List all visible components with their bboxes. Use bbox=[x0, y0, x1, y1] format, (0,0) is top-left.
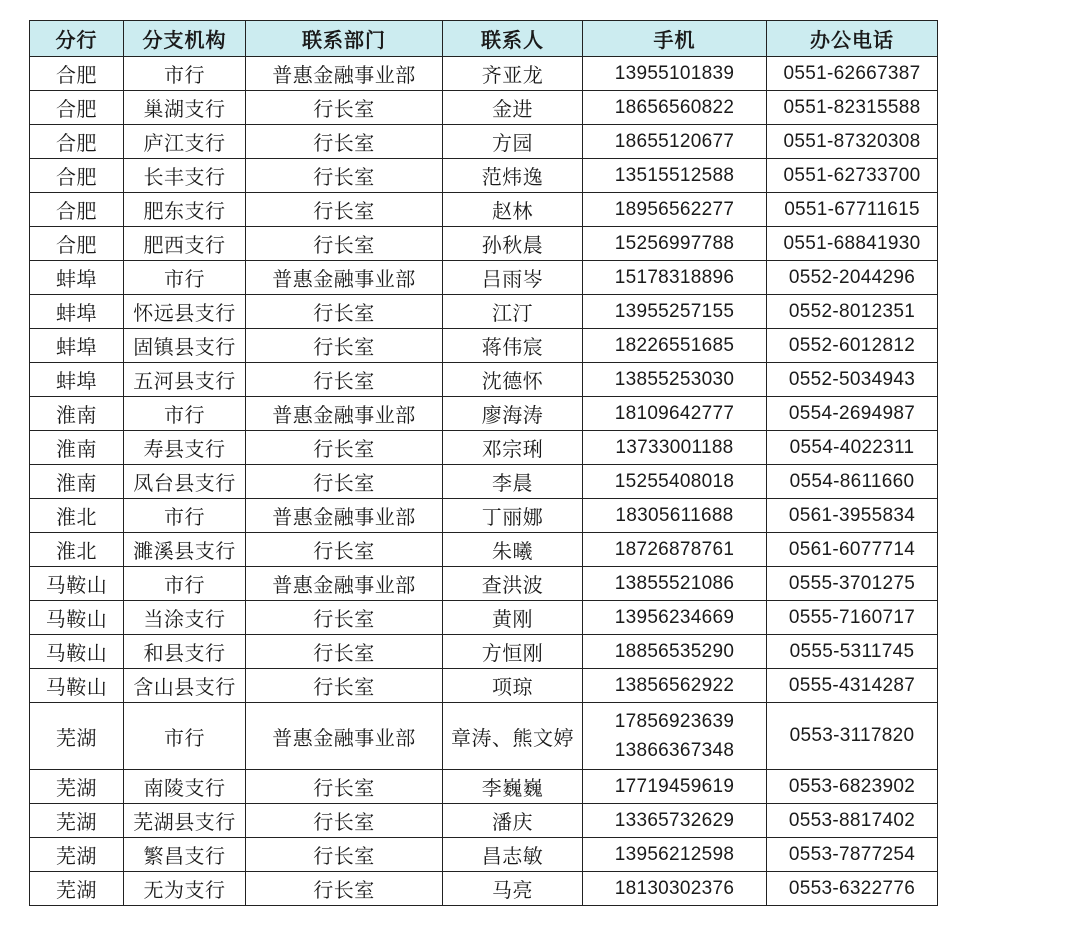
table-row bbox=[30, 567, 938, 601]
cell-org: 南陵支行 bbox=[124, 770, 246, 804]
cell-branch: 蚌埠 bbox=[30, 363, 124, 397]
cell-office: 0551-87320308 bbox=[767, 125, 938, 159]
cell-org: 怀远县支行 bbox=[124, 295, 246, 329]
mobile-line: 13866367348 bbox=[614, 740, 735, 761]
cell-org: 庐江支行 bbox=[124, 125, 246, 159]
header-row bbox=[30, 21, 938, 57]
cell-office: 0555-5311745 bbox=[767, 635, 938, 669]
cell-org: 芜湖县支行 bbox=[124, 804, 246, 838]
cell-office: 0553-3117820 bbox=[767, 703, 938, 770]
cell-contact: 马亮 bbox=[443, 872, 583, 906]
cell-org: 市行 bbox=[124, 703, 246, 770]
cell-contact: 方园 bbox=[443, 125, 583, 159]
cell-office: 0561-3955834 bbox=[767, 499, 938, 533]
cell-branch: 马鞍山 bbox=[30, 669, 124, 703]
cell-dept: 行长室 bbox=[246, 533, 443, 567]
cell-contact: 廖海涛 bbox=[443, 397, 583, 431]
table-row bbox=[30, 159, 938, 193]
header-branch: 分行 bbox=[30, 21, 124, 57]
cell-org: 肥西支行 bbox=[124, 227, 246, 261]
cell-dept: 普惠金融事业部 bbox=[246, 261, 443, 295]
table-row bbox=[30, 227, 938, 261]
cell-dept: 普惠金融事业部 bbox=[246, 567, 443, 601]
cell-dept: 行长室 bbox=[246, 872, 443, 906]
cell-mobile: 18130302376 bbox=[583, 872, 767, 906]
table-row bbox=[30, 125, 938, 159]
cell-dept: 行长室 bbox=[246, 770, 443, 804]
cell-mobile: 17719459619 bbox=[583, 770, 767, 804]
cell-org: 含山县支行 bbox=[124, 669, 246, 703]
cell-mobile: 13955257155 bbox=[583, 295, 767, 329]
table-row bbox=[30, 91, 938, 125]
cell-office: 0552-2044296 bbox=[767, 261, 938, 295]
cell-mobile: 18305611688 bbox=[583, 499, 767, 533]
cell-mobile: 13365732629 bbox=[583, 804, 767, 838]
cell-org: 濉溪县支行 bbox=[124, 533, 246, 567]
cell-mobile: 13955101839 bbox=[583, 57, 767, 91]
table-row bbox=[30, 193, 938, 227]
cell-branch: 蚌埠 bbox=[30, 295, 124, 329]
cell-contact: 金进 bbox=[443, 91, 583, 125]
cell-branch: 芜湖 bbox=[30, 770, 124, 804]
table-row bbox=[30, 295, 938, 329]
cell-office: 0555-4314287 bbox=[767, 669, 938, 703]
cell-contact: 赵林 bbox=[443, 193, 583, 227]
cell-branch: 淮南 bbox=[30, 431, 124, 465]
table-row bbox=[30, 329, 938, 363]
cell-branch: 芜湖 bbox=[30, 804, 124, 838]
cell-dept: 行长室 bbox=[246, 295, 443, 329]
cell-dept: 行长室 bbox=[246, 838, 443, 872]
cell-mobile: 13515512588 bbox=[583, 159, 767, 193]
cell-dept: 普惠金融事业部 bbox=[246, 499, 443, 533]
table-row bbox=[30, 669, 938, 703]
cell-office: 0561-6077714 bbox=[767, 533, 938, 567]
cell-org: 市行 bbox=[124, 499, 246, 533]
cell-contact: 昌志敏 bbox=[443, 838, 583, 872]
header-dept: 联系部门 bbox=[246, 21, 443, 57]
cell-dept: 普惠金融事业部 bbox=[246, 397, 443, 431]
cell-contact: 齐亚龙 bbox=[443, 57, 583, 91]
cell-contact: 范炜逸 bbox=[443, 159, 583, 193]
cell-dept: 行长室 bbox=[246, 159, 443, 193]
cell-office: 0553-6823902 bbox=[767, 770, 938, 804]
cell-branch: 蚌埠 bbox=[30, 329, 124, 363]
cell-mobile: 13956234669 bbox=[583, 601, 767, 635]
cell-dept: 行长室 bbox=[246, 125, 443, 159]
cell-contact: 查洪波 bbox=[443, 567, 583, 601]
cell-mobile: 18726878761 bbox=[583, 533, 767, 567]
cell-branch: 马鞍山 bbox=[30, 567, 124, 601]
cell-branch: 合肥 bbox=[30, 193, 124, 227]
cell-org: 凤台县支行 bbox=[124, 465, 246, 499]
cell-dept: 行长室 bbox=[246, 431, 443, 465]
cell-mobile bbox=[583, 703, 767, 770]
cell-mobile: 13956212598 bbox=[583, 838, 767, 872]
cell-office: 0552-6012812 bbox=[767, 329, 938, 363]
cell-mobile: 13855521086 bbox=[583, 567, 767, 601]
cell-dept: 行长室 bbox=[246, 635, 443, 669]
cell-contact: 方恒刚 bbox=[443, 635, 583, 669]
table-row bbox=[30, 601, 938, 635]
cell-org: 市行 bbox=[124, 261, 246, 295]
table-body bbox=[30, 57, 938, 906]
cell-org: 长丰支行 bbox=[124, 159, 246, 193]
table-row bbox=[30, 703, 938, 770]
cell-contact: 邓宗琍 bbox=[443, 431, 583, 465]
cell-mobile: 13856562922 bbox=[583, 669, 767, 703]
cell-org: 和县支行 bbox=[124, 635, 246, 669]
cell-branch: 合肥 bbox=[30, 125, 124, 159]
cell-dept: 行长室 bbox=[246, 91, 443, 125]
cell-org: 五河县支行 bbox=[124, 363, 246, 397]
cell-office: 0553-6322776 bbox=[767, 872, 938, 906]
cell-branch: 合肥 bbox=[30, 91, 124, 125]
cell-mobile: 15255408018 bbox=[583, 465, 767, 499]
cell-org: 市行 bbox=[124, 397, 246, 431]
cell-branch: 合肥 bbox=[30, 159, 124, 193]
table-row bbox=[30, 770, 938, 804]
mobile-line: 17856923639 bbox=[614, 711, 735, 732]
cell-contact: 李巍巍 bbox=[443, 770, 583, 804]
contact-table bbox=[29, 20, 938, 906]
cell-office: 0551-67711615 bbox=[767, 193, 938, 227]
table-row bbox=[30, 804, 938, 838]
cell-contact: 沈德怀 bbox=[443, 363, 583, 397]
cell-dept: 行长室 bbox=[246, 363, 443, 397]
cell-dept: 行长室 bbox=[246, 601, 443, 635]
cell-office: 0555-7160717 bbox=[767, 601, 938, 635]
cell-contact: 黄刚 bbox=[443, 601, 583, 635]
cell-branch: 淮南 bbox=[30, 465, 124, 499]
cell-contact: 丁丽娜 bbox=[443, 499, 583, 533]
cell-dept: 行长室 bbox=[246, 669, 443, 703]
cell-org: 固镇县支行 bbox=[124, 329, 246, 363]
cell-branch: 淮北 bbox=[30, 499, 124, 533]
cell-branch: 马鞍山 bbox=[30, 635, 124, 669]
cell-office: 0553-8817402 bbox=[767, 804, 938, 838]
table-row bbox=[30, 635, 938, 669]
cell-org: 市行 bbox=[124, 567, 246, 601]
cell-office: 0551-62667387 bbox=[767, 57, 938, 91]
cell-org: 肥东支行 bbox=[124, 193, 246, 227]
cell-office: 0551-82315588 bbox=[767, 91, 938, 125]
table-row bbox=[30, 872, 938, 906]
table-row bbox=[30, 261, 938, 295]
table-row bbox=[30, 465, 938, 499]
cell-contact: 江汀 bbox=[443, 295, 583, 329]
cell-org: 无为支行 bbox=[124, 872, 246, 906]
cell-contact: 章涛、熊文婷 bbox=[443, 703, 583, 770]
cell-office: 0554-2694987 bbox=[767, 397, 938, 431]
cell-office: 0554-8611660 bbox=[767, 465, 938, 499]
cell-org: 巢湖支行 bbox=[124, 91, 246, 125]
table-row bbox=[30, 431, 938, 465]
cell-branch: 芜湖 bbox=[30, 703, 124, 770]
table-row bbox=[30, 838, 938, 872]
table-row bbox=[30, 397, 938, 431]
header-mobile: 手机 bbox=[583, 21, 767, 57]
cell-contact: 李晨 bbox=[443, 465, 583, 499]
cell-branch: 淮北 bbox=[30, 533, 124, 567]
cell-org: 市行 bbox=[124, 57, 246, 91]
cell-mobile: 18109642777 bbox=[583, 397, 767, 431]
cell-dept: 行长室 bbox=[246, 227, 443, 261]
cell-office: 0552-8012351 bbox=[767, 295, 938, 329]
cell-contact: 项琼 bbox=[443, 669, 583, 703]
cell-mobile: 18655120677 bbox=[583, 125, 767, 159]
cell-office: 0551-68841930 bbox=[767, 227, 938, 261]
header-org: 分支机构 bbox=[124, 21, 246, 57]
cell-dept: 普惠金融事业部 bbox=[246, 57, 443, 91]
cell-branch: 芜湖 bbox=[30, 872, 124, 906]
cell-branch: 合肥 bbox=[30, 227, 124, 261]
cell-office: 0553-7877254 bbox=[767, 838, 938, 872]
cell-office: 0551-62733700 bbox=[767, 159, 938, 193]
table-row bbox=[30, 499, 938, 533]
cell-contact: 朱曦 bbox=[443, 533, 583, 567]
cell-mobile: 13855253030 bbox=[583, 363, 767, 397]
cell-dept: 行长室 bbox=[246, 804, 443, 838]
cell-org: 繁昌支行 bbox=[124, 838, 246, 872]
table-row bbox=[30, 533, 938, 567]
header-contact: 联系人 bbox=[443, 21, 583, 57]
cell-org: 寿县支行 bbox=[124, 431, 246, 465]
cell-branch: 蚌埠 bbox=[30, 261, 124, 295]
cell-mobile: 18956562277 bbox=[583, 193, 767, 227]
cell-dept: 行长室 bbox=[246, 465, 443, 499]
cell-mobile: 18656560822 bbox=[583, 91, 767, 125]
cell-mobile: 18856535290 bbox=[583, 635, 767, 669]
cell-mobile: 18226551685 bbox=[583, 329, 767, 363]
table-row bbox=[30, 363, 938, 397]
cell-contact: 吕雨岑 bbox=[443, 261, 583, 295]
cell-dept: 普惠金融事业部 bbox=[246, 703, 443, 770]
cell-branch: 合肥 bbox=[30, 57, 124, 91]
cell-office: 0555-3701275 bbox=[767, 567, 938, 601]
cell-contact: 潘庆 bbox=[443, 804, 583, 838]
table-row bbox=[30, 57, 938, 91]
cell-branch: 芜湖 bbox=[30, 838, 124, 872]
cell-branch: 淮南 bbox=[30, 397, 124, 431]
cell-mobile: 13733001188 bbox=[583, 431, 767, 465]
cell-contact: 蒋伟宸 bbox=[443, 329, 583, 363]
cell-contact: 孙秋晨 bbox=[443, 227, 583, 261]
cell-office: 0554-4022311 bbox=[767, 431, 938, 465]
cell-org: 当涂支行 bbox=[124, 601, 246, 635]
cell-mobile: 15178318896 bbox=[583, 261, 767, 295]
cell-office: 0552-5034943 bbox=[767, 363, 938, 397]
cell-dept: 行长室 bbox=[246, 329, 443, 363]
cell-mobile: 15256997788 bbox=[583, 227, 767, 261]
cell-dept: 行长室 bbox=[246, 193, 443, 227]
cell-branch: 马鞍山 bbox=[30, 601, 124, 635]
header-office: 办公电话 bbox=[767, 21, 938, 57]
